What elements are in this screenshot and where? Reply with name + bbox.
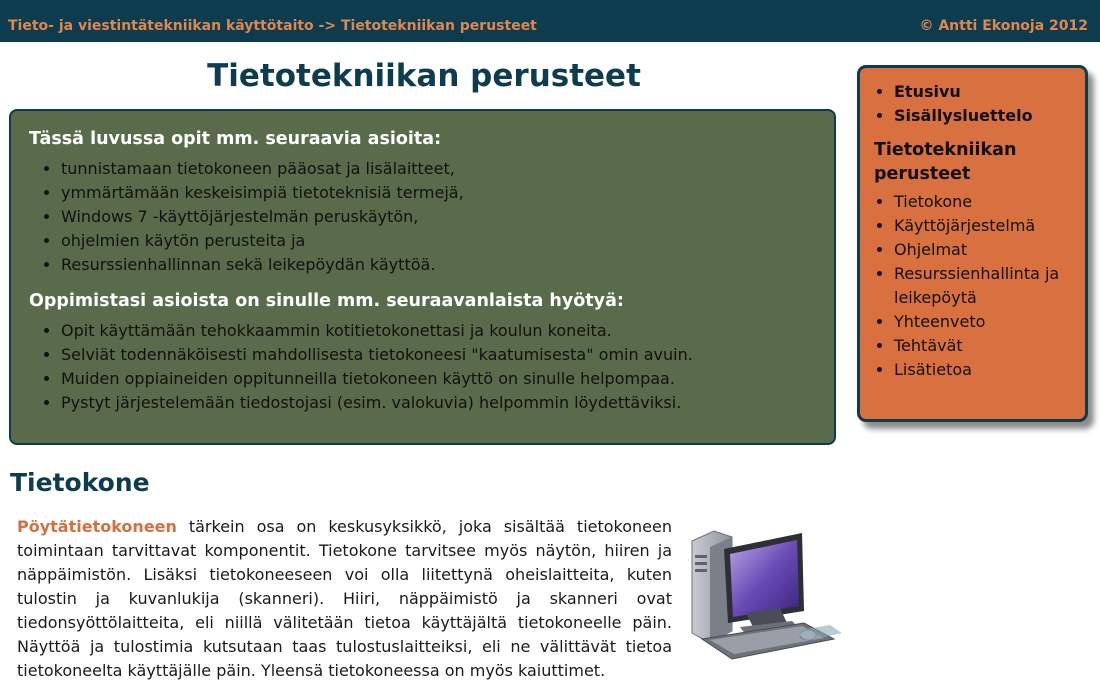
nav-link-resurssienhallinta[interactable]: Resurssienhallinta ja leikepöytä bbox=[894, 264, 1060, 307]
paragraph-text: tärkein osa on keskusyksikkö, joka sisältää tietokoneen toimintaan tarvittavat komponentit. Tietokone tarvitsee myös näytön, hiiren ja näppäimistön. Lisäksi tietokoneeseen voi olla liitettynä oheislaitteita, kuten tulostin ja kuvanlukija (skanneri). Hiiri, näppäimistö ja skanneri ovat tiedonsyöttölaitteita, eli niillä välitetään tietoa käyttäjältä tietokoneelle päin. Näyttöä ja tulostimia kutsutaan taas tulostuslaitteiksi, eli ne välittävät tietoa tietokoneelta käyttäjälle päin. Yleensä tietokoneessa on myös kaiuttimet. bbox=[17, 517, 672, 680]
list-item: • Selviät todennäköisesti mahdollisesta tietokoneesi "kaatumisesta" omin avuin. bbox=[61, 343, 834, 367]
list-item: • ymmärtämään keskeisimpiä tietoteknisiä termejä, bbox=[61, 181, 834, 205]
nav-link-yhteenveto[interactable]: Yhteenveto bbox=[894, 312, 986, 331]
table-of-contents-link[interactable]: Sisällysluettelo bbox=[894, 106, 1033, 125]
section-heading: Tietokone bbox=[10, 468, 150, 497]
top-bar bbox=[0, 0, 1100, 42]
sidebar-item bbox=[894, 262, 1085, 310]
page-title: Tietotekniikan perusteet bbox=[207, 58, 641, 94]
sidebar-navigation bbox=[857, 65, 1088, 422]
list-item: • Opit käyttämään tehokkaammin kotitietokonettasi ja koulun koneita. bbox=[61, 319, 834, 343]
sidebar-item bbox=[894, 310, 1085, 334]
list-item: • tunnistamaan tietokoneen pääosat ja lisälaitteet, bbox=[61, 157, 834, 181]
list-item: • Resurssienhallinnan sekä leikepöydän käyttöä. bbox=[61, 253, 834, 277]
learning-goals-box bbox=[9, 109, 836, 445]
list-item: • Pystyt järjestelemään tiedostojasi (esim. valokuvia) helpommin löydettäviksi. bbox=[61, 391, 834, 415]
desktop-computer-icon bbox=[684, 527, 844, 663]
breadcrumb-link[interactable]: Tieto- ja viestintätekniikan käyttötaito -> Tietotekniikan perusteet bbox=[8, 18, 537, 34]
sidebar-item bbox=[894, 190, 1085, 214]
sidebar-item bbox=[894, 238, 1085, 262]
nav-link-kayttojarjestelma[interactable]: Käyttöjärjestelmä bbox=[894, 216, 1036, 235]
nav-link-lisatietoa[interactable]: Lisätietoa bbox=[894, 360, 972, 379]
nav-link-tehtavat[interactable]: Tehtävät bbox=[894, 336, 963, 355]
sidebar-item-etusivu bbox=[894, 80, 1085, 104]
list-item: • Muiden oppiaineiden oppitunneilla tietokoneen käyttö on sinulle helpompaa. bbox=[61, 367, 834, 391]
sidebar-item bbox=[894, 334, 1085, 358]
sidebar-top-links bbox=[874, 80, 1085, 128]
benefits-heading: Oppimistasi asioista on sinulle mm. seuraavanlaista hyötyä: bbox=[29, 291, 624, 311]
sidebar-item bbox=[894, 214, 1085, 238]
term-link[interactable]: Pöytätietokoneen bbox=[17, 517, 177, 536]
goals-heading: Tässä luvussa opit mm. seuraavia asioita: bbox=[29, 129, 442, 149]
sidebar-chapter-links bbox=[874, 190, 1085, 382]
section-paragraph bbox=[17, 515, 672, 683]
goals-list bbox=[29, 157, 834, 277]
sidebar-chapter-heading: Tietotekniikan perusteet bbox=[874, 140, 1017, 184]
home-link[interactable]: Etusivu bbox=[894, 82, 961, 101]
list-item: • ohjelmien käytön perusteita ja bbox=[61, 229, 834, 253]
copyright-text: © Antti Ekonoja 2012 bbox=[919, 18, 1088, 34]
sidebar-item bbox=[894, 358, 1085, 382]
benefits-list bbox=[29, 319, 834, 415]
nav-link-ohjelmat[interactable]: Ohjelmat bbox=[894, 240, 968, 259]
list-item: • Windows 7 -käyttöjärjestelmän peruskäytön, bbox=[61, 205, 834, 229]
breadcrumb bbox=[8, 18, 537, 34]
nav-link-tietokone[interactable]: Tietokone bbox=[894, 192, 973, 211]
sidebar-item-sisallysluettelo bbox=[894, 104, 1085, 128]
